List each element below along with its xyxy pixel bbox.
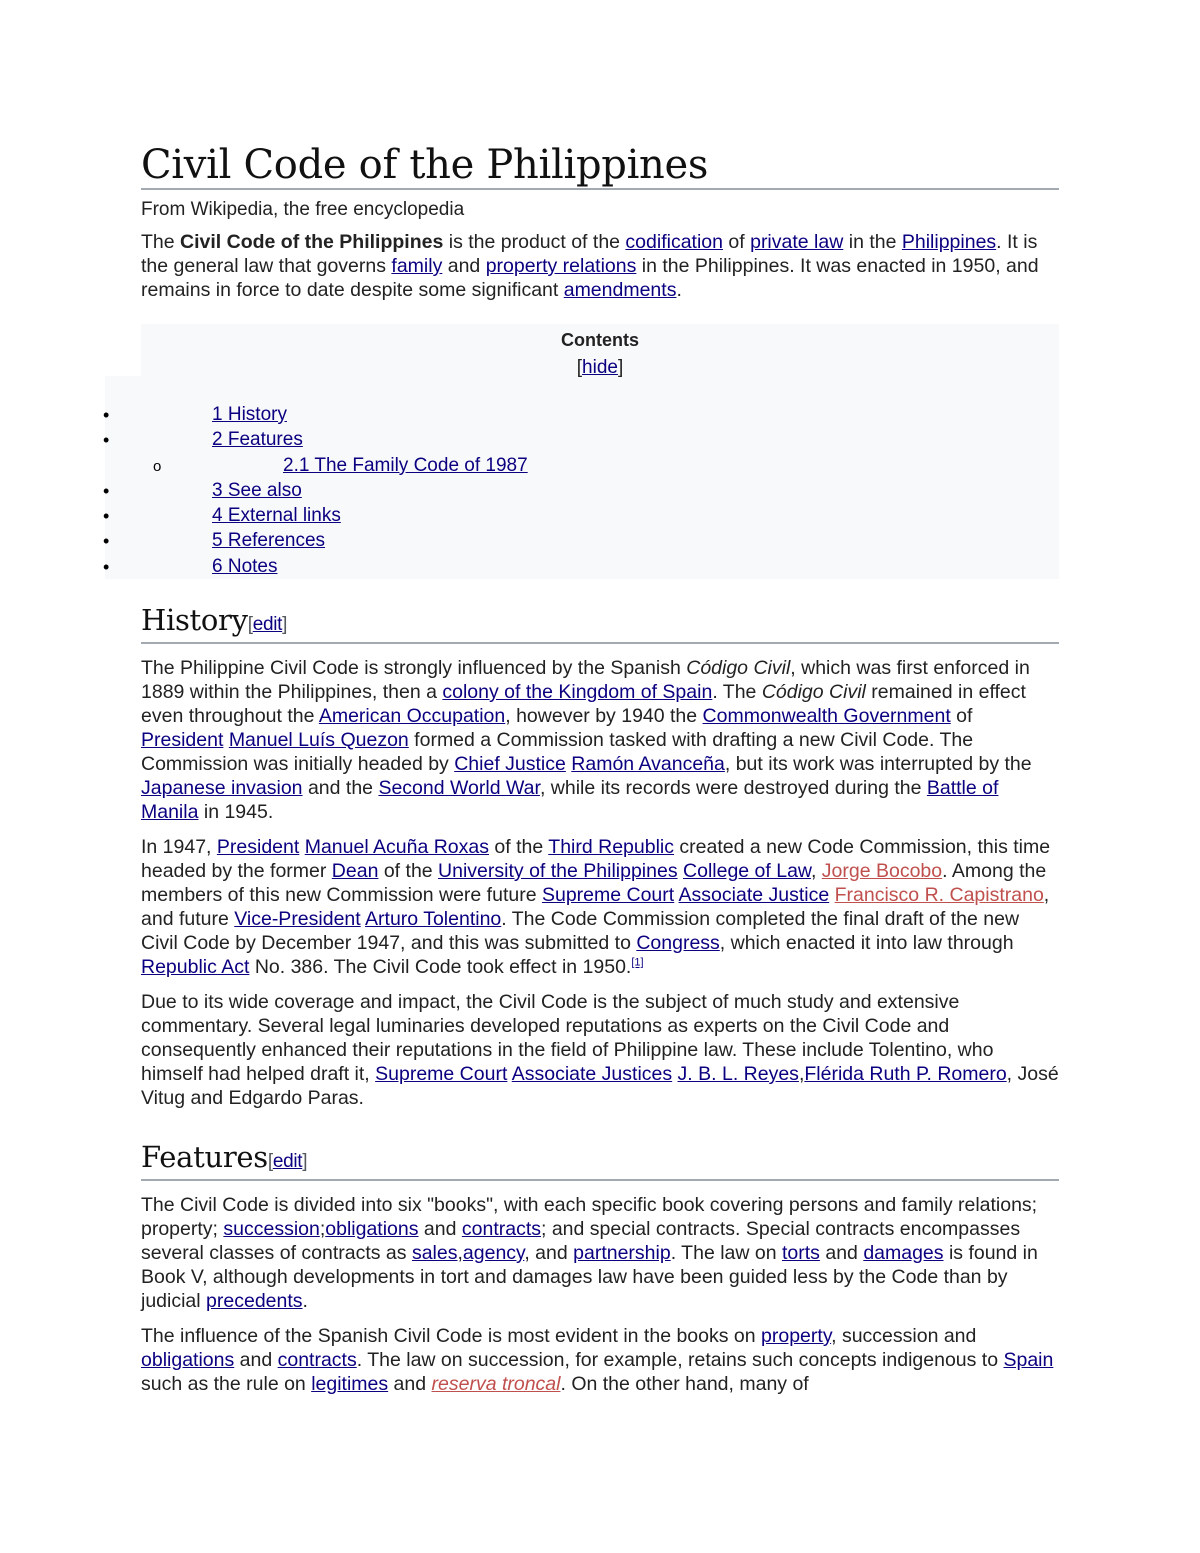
bullet-icon: • — [103, 405, 110, 425]
link-associate-justices[interactable]: Associate Justices — [511, 1063, 673, 1085]
link-congress[interactable]: Congress — [636, 932, 720, 954]
link-spain[interactable]: Spain — [1003, 1349, 1054, 1371]
tagline: From Wikipedia, the free encyclopedia — [141, 199, 465, 220]
link-commonwealth-government[interactable]: Commonwealth Government — [702, 705, 951, 727]
text: No. 386. The Civil Code took effect in 1950. — [249, 956, 632, 978]
link-president[interactable]: President — [216, 836, 300, 858]
bullet-icon: • — [103, 481, 110, 501]
link-torts[interactable]: torts — [782, 1242, 820, 1264]
edit-history-button[interactable]: edit — [252, 614, 283, 635]
toc-hide-toggle — [141, 356, 1059, 380]
link-vice-president[interactable]: Vice-President — [234, 908, 361, 930]
features-paragraph-2 — [141, 1324, 1059, 1396]
link-precedents[interactable]: precedents — [206, 1290, 303, 1312]
link-american-occupation[interactable]: American Occupation — [318, 705, 506, 727]
edit-section — [248, 614, 287, 635]
link-property[interactable]: property — [761, 1325, 832, 1347]
heading-text: Features — [141, 1140, 268, 1174]
link-associate-justice[interactable]: Associate Justice — [678, 884, 830, 906]
article-subject: Civil Code of the Philippines — [180, 231, 444, 253]
text: , — [457, 1242, 463, 1264]
link-tolentino[interactable]: Arturo Tolentino — [365, 908, 502, 930]
link-philippines[interactable]: Philippines — [901, 231, 997, 253]
text: . The — [712, 681, 762, 703]
link-contracts[interactable]: contracts — [277, 1349, 357, 1371]
text: of — [950, 705, 973, 727]
link-family[interactable]: family — [391, 255, 443, 277]
link-japanese-invasion[interactable]: Japanese invasion — [141, 777, 303, 799]
text: . Among the members of this new Commission were future — [141, 860, 1047, 906]
text: , succession and — [831, 1325, 977, 1347]
bracket: [ — [267, 1151, 273, 1172]
bracket: ] — [282, 614, 288, 635]
text: , which enacted it into law through — [719, 932, 1014, 954]
lead-paragraph — [141, 230, 1059, 302]
text: The Civil Code is divided into six "books", with each specific book covering persons and family relations; property; — [141, 1194, 1038, 1240]
heading-text: History — [141, 603, 248, 637]
bracket: [ — [247, 614, 253, 635]
text: , José Vitug and Edgardo Paras. — [141, 1063, 1059, 1109]
text: The — [141, 231, 181, 253]
link-capistrano-missing[interactable]: Francisco R. Capistrano — [834, 884, 1044, 906]
link-republic-act[interactable]: Republic Act — [141, 956, 250, 978]
toc-item-family-code[interactable]: 2.1 The Family Code of 1987 — [283, 455, 528, 476]
toc-item-features[interactable]: 2 Features — [212, 429, 303, 450]
link-obligations[interactable]: obligations — [141, 1349, 235, 1371]
history-paragraph-2 — [141, 835, 1059, 979]
link-bocobo-missing[interactable]: Jorge Bocobo — [821, 860, 943, 882]
text: of the — [378, 860, 439, 882]
link-chief-justice[interactable]: Chief Justice — [454, 753, 566, 775]
bullet-icon: • — [103, 506, 110, 526]
toc-item-references[interactable]: 5 References — [212, 530, 326, 551]
bracket: ] — [302, 1151, 308, 1172]
text: and the — [302, 777, 379, 799]
edit-section — [268, 1151, 307, 1172]
section-heading-features — [141, 1140, 1059, 1181]
link-supreme-court[interactable]: Supreme Court — [541, 884, 675, 906]
link-battle-of-manila[interactable]: Battle of Manila — [141, 777, 999, 823]
link-property-relations[interactable]: property relations — [485, 255, 637, 277]
page-title: Civil Code of the Philippines — [141, 0, 1059, 190]
italic-text: Código Civil — [686, 657, 791, 679]
link-romero[interactable]: Flérida Ruth P. Romero — [804, 1063, 1007, 1085]
text: in 1945. — [198, 801, 274, 823]
link-college-of-law[interactable]: College of Law — [683, 860, 811, 882]
toc-title: Contents — [561, 330, 639, 350]
link-agency[interactable]: agency — [462, 1242, 525, 1264]
link-avancena[interactable]: Ramón Avanceña — [571, 753, 725, 775]
bracket: ] — [617, 357, 624, 378]
link-second-world-war[interactable]: Second World War — [378, 777, 540, 799]
link-third-republic[interactable]: Third Republic — [548, 836, 675, 858]
italic-text: Código Civil — [761, 681, 866, 703]
features-paragraph-1 — [141, 1193, 1059, 1313]
text: . The law on — [670, 1242, 782, 1264]
bullet-icon: • — [103, 557, 110, 577]
text: Due to its wide coverage and impact, the Civil Code is the subject of much study and extensive commentary. Several legal luminaries developed reputations as experts on the Civil Code and consequently enhanced their reputations in the field of Philippine law. These include Tolentino, who himself had helped draft it, — [141, 991, 994, 1085]
link-dean[interactable]: Dean — [331, 860, 379, 882]
text: The Philippine Civil Code is strongly influenced by the Spanish — [141, 657, 687, 679]
circle-bullet-icon: o — [153, 458, 162, 475]
link-supreme-court[interactable]: Supreme Court — [375, 1063, 508, 1085]
edit-features-button[interactable]: edit — [272, 1151, 303, 1172]
link-jbl-reyes[interactable]: J. B. L. Reyes — [677, 1063, 799, 1085]
text: . — [302, 1290, 308, 1312]
text: , but its work was interrupted by the — [724, 753, 1032, 775]
text: . The law on succession, for example, retains such concepts indigenous to — [356, 1349, 1004, 1371]
citation-link[interactable]: [1] — [631, 956, 644, 969]
text: of — [722, 231, 751, 253]
text: . — [676, 279, 682, 301]
text: and — [234, 1349, 278, 1371]
text: and — [819, 1242, 864, 1264]
history-paragraph-3 — [141, 990, 1059, 1110]
text: in the — [843, 231, 902, 253]
toc-item-see-also[interactable]: 3 See also — [212, 480, 302, 501]
link-partnership[interactable]: partnership — [573, 1242, 671, 1264]
toc-item-history[interactable]: 1 History — [212, 404, 287, 425]
text: In 1947, — [141, 836, 217, 858]
link-obligations[interactable]: obligations — [325, 1218, 419, 1240]
bullet-icon: • — [103, 531, 110, 551]
text: formed a Commission tasked with drafting a new Civil Code. The Commission was initially headed by — [141, 729, 974, 775]
text: , while its records were destroyed during the — [539, 777, 927, 799]
link-president[interactable]: President — [141, 729, 224, 751]
text: . It is the general law that governs — [141, 231, 1038, 277]
link-amendments[interactable]: amendments — [563, 279, 677, 301]
text: ; and special contracts. Special contracts encompasses several classes of contracts as — [141, 1218, 1021, 1264]
text: , — [798, 1063, 805, 1085]
text: , which was first enforced in 1889 within the Philippines, then a — [141, 657, 1030, 703]
text: of the — [489, 836, 549, 858]
toc-item-notes[interactable]: 6 Notes — [212, 556, 278, 577]
text: and — [418, 1218, 462, 1240]
link-codification[interactable]: codification — [625, 231, 723, 253]
text: remained in effect even throughout the — [141, 681, 1026, 727]
text: such as the rule on — [141, 1373, 312, 1395]
section-heading-history — [141, 603, 1059, 644]
text: and — [442, 255, 486, 277]
text: created a new Code Commission, this time headed by the former — [141, 836, 1051, 882]
text: ; — [319, 1218, 326, 1240]
link-roxas[interactable]: Manuel Acuña Roxas — [304, 836, 489, 858]
link-damages[interactable]: damages — [863, 1242, 944, 1264]
bracket: [ — [576, 357, 583, 378]
text: , and — [524, 1242, 574, 1264]
link-contracts[interactable]: contracts — [461, 1218, 541, 1240]
link-quezon[interactable]: Manuel Luís Quezon — [228, 729, 409, 751]
history-paragraph-1 — [141, 656, 1059, 824]
text: , however by 1940 the — [505, 705, 703, 727]
text: The influence of the Spanish Civil Code is most evident in the books on — [141, 1325, 762, 1347]
link-reserva-troncal-missing[interactable]: reserva troncal — [431, 1373, 561, 1395]
text: is the product of the — [443, 231, 626, 253]
toc-item-external-links[interactable]: 4 External links — [212, 505, 341, 526]
link-colony[interactable]: colony of the Kingdom of Spain — [442, 681, 713, 703]
toc-hide-button[interactable]: hide — [582, 357, 618, 378]
link-legitimes[interactable]: legitimes — [311, 1373, 389, 1395]
text: in the Philippines. It was enacted in 1950, and remains in force to date despite some significant — [141, 255, 1039, 301]
link-private-law[interactable]: private law — [750, 231, 844, 253]
text: . The Code Commission completed the final draft of the new Civil Code by December 1947, and this was submitted to — [141, 908, 1020, 954]
link-succession[interactable]: succession — [223, 1218, 320, 1240]
text: . On the other hand, many of — [560, 1373, 809, 1395]
link-sales[interactable]: sales — [411, 1242, 458, 1264]
toc-background-edge — [105, 376, 141, 579]
text: , — [810, 860, 822, 882]
text: , and future — [141, 884, 1050, 930]
text: and — [388, 1373, 432, 1395]
text: is found in Book V, although developments in tort and damages law have been guided less by the Code than by judicial — [141, 1242, 1038, 1312]
link-up[interactable]: University of the Philippines — [438, 860, 678, 882]
bullet-icon: • — [103, 430, 110, 450]
